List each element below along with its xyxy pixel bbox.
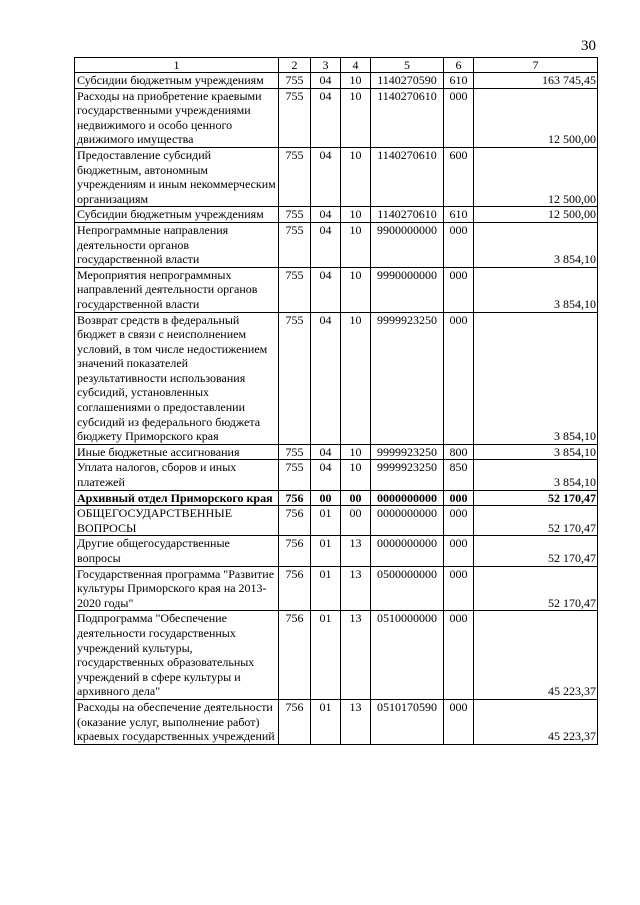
ministry-code-cell: 755 (279, 73, 311, 89)
row-name-cell: Подпрограмма "Обеспечение деятельности государственных учреждений культуры, государственных образовательных учреждений в сфере культуры и архивного дела" (75, 611, 279, 700)
target-article-cell: 0000000000 (371, 506, 444, 536)
budget-table (74, 57, 598, 745)
subsection-code-cell: 10 (341, 312, 371, 444)
section-code-cell: 01 (311, 506, 341, 536)
table-row (75, 506, 598, 536)
target-article-cell: 1140270610 (371, 147, 444, 206)
row-name-cell: Государственная программа "Развитие культуры Приморского края на 2013-2020 годы" (75, 566, 279, 611)
target-article-cell: 0000000000 (371, 490, 444, 506)
section-code-cell: 04 (311, 207, 341, 223)
table-row (75, 460, 598, 490)
section-code-cell: 04 (311, 88, 341, 147)
target-article-cell: 0510000000 (371, 611, 444, 700)
expense-type-cell: 000 (444, 222, 474, 267)
amount-cell: 45 223,37 (474, 611, 598, 700)
expense-type-cell: 000 (444, 312, 474, 444)
amount-cell: 3 854,10 (474, 460, 598, 490)
target-article-cell: 1140270590 (371, 73, 444, 89)
expense-type-cell: 600 (444, 147, 474, 206)
target-article-cell: 0500000000 (371, 566, 444, 611)
column-header: 2 (279, 58, 311, 73)
subsection-code-cell: 13 (341, 699, 371, 744)
subsection-code-cell: 00 (341, 506, 371, 536)
subsection-code-cell: 13 (341, 566, 371, 611)
ministry-code-cell: 756 (279, 699, 311, 744)
column-header: 7 (474, 58, 598, 73)
table-row (75, 536, 598, 566)
section-code-cell: 04 (311, 147, 341, 206)
expense-type-cell: 000 (444, 566, 474, 611)
subsection-code-cell: 00 (341, 490, 371, 506)
ministry-code-cell: 755 (279, 267, 311, 312)
ministry-code-cell: 755 (279, 444, 311, 460)
ministry-code-cell: 756 (279, 490, 311, 506)
column-header: 4 (341, 58, 371, 73)
target-article-cell: 9990000000 (371, 267, 444, 312)
target-article-cell: 9900000000 (371, 222, 444, 267)
column-header: 5 (371, 58, 444, 73)
expense-type-cell: 000 (444, 536, 474, 566)
row-name-cell: Расходы на приобретение краевыми государственными учреждениями недвижимого и особо ценного движимого имущества (75, 88, 279, 147)
row-name-cell: Архивный отдел Приморского края (75, 490, 279, 506)
section-code-cell: 04 (311, 460, 341, 490)
expense-type-cell: 000 (444, 611, 474, 700)
section-code-cell: 00 (311, 490, 341, 506)
amount-cell: 3 854,10 (474, 267, 598, 312)
expense-type-cell: 000 (444, 267, 474, 312)
amount-cell: 3 854,10 (474, 444, 598, 460)
table-row (75, 207, 598, 223)
subsection-code-cell: 10 (341, 460, 371, 490)
subsection-code-cell: 10 (341, 222, 371, 267)
amount-cell: 45 223,37 (474, 699, 598, 744)
expense-type-cell: 000 (444, 490, 474, 506)
table-row (75, 267, 598, 312)
section-code-cell: 04 (311, 222, 341, 267)
target-article-cell: 0000000000 (371, 536, 444, 566)
ministry-code-cell: 755 (279, 222, 311, 267)
subsection-code-cell: 10 (341, 207, 371, 223)
row-name-cell: Субсидии бюджетным учреждениям (75, 207, 279, 223)
ministry-code-cell: 755 (279, 460, 311, 490)
amount-cell: 12 500,00 (474, 147, 598, 206)
table-row (75, 73, 598, 89)
subsection-code-cell: 13 (341, 611, 371, 700)
expense-type-cell: 000 (444, 506, 474, 536)
column-header: 3 (311, 58, 341, 73)
section-code-cell: 01 (311, 566, 341, 611)
target-article-cell: 9999923250 (371, 312, 444, 444)
row-name-cell: Предоставление субсидий бюджетным, автономным учреждениям и иным некоммерческим организациям (75, 147, 279, 206)
expense-type-cell: 000 (444, 699, 474, 744)
target-article-cell: 0510170590 (371, 699, 444, 744)
table-row (75, 444, 598, 460)
expense-type-cell: 000 (444, 88, 474, 147)
subsection-code-cell: 13 (341, 536, 371, 566)
subsection-code-cell: 10 (341, 444, 371, 460)
amount-cell: 52 170,47 (474, 506, 598, 536)
table-row (75, 222, 598, 267)
subsection-code-cell: 10 (341, 267, 371, 312)
table-row (75, 147, 598, 206)
section-code-cell: 04 (311, 312, 341, 444)
amount-cell: 52 170,47 (474, 566, 598, 611)
ministry-code-cell: 756 (279, 536, 311, 566)
expense-type-cell: 800 (444, 444, 474, 460)
section-code-cell: 01 (311, 611, 341, 700)
row-name-cell: Расходы на обеспечение деятельности (оказание услуг, выполнение работ) краевых государственных учреждений (75, 699, 279, 744)
amount-cell: 163 745,45 (474, 73, 598, 89)
row-name-cell: Мероприятия непрограммных направлений деятельности органов государственной власти (75, 267, 279, 312)
ministry-code-cell: 756 (279, 566, 311, 611)
column-header: 6 (444, 58, 474, 73)
target-article-cell: 9999923250 (371, 460, 444, 490)
section-code-cell: 04 (311, 73, 341, 89)
amount-cell: 52 170,47 (474, 490, 598, 506)
table-row (75, 699, 598, 744)
amount-cell: 52 170,47 (474, 536, 598, 566)
section-code-cell: 01 (311, 536, 341, 566)
ministry-code-cell: 756 (279, 506, 311, 536)
ministry-code-cell: 755 (279, 88, 311, 147)
row-name-cell: Возврат средств в федеральный бюджет в связи с неисполнением условий, в том числе недостижением значений показателей результативности использования субсидий, установленных соглашениями о предоставлении субсидий из федерального бюджета бюджету Приморского края (75, 312, 279, 444)
row-name-cell: Уплата налогов, сборов и иных платежей (75, 460, 279, 490)
table-row (75, 490, 598, 506)
row-name-cell: Другие общегосударственные вопросы (75, 536, 279, 566)
ministry-code-cell: 755 (279, 312, 311, 444)
section-code-cell: 01 (311, 699, 341, 744)
subsection-code-cell: 10 (341, 73, 371, 89)
ministry-code-cell: 755 (279, 147, 311, 206)
amount-cell: 12 500,00 (474, 207, 598, 223)
row-name-cell: Субсидии бюджетным учреждениям (75, 73, 279, 89)
amount-cell: 12 500,00 (474, 88, 598, 147)
table-row (75, 611, 598, 700)
row-name-cell: Непрограммные направления деятельности органов государственной власти (75, 222, 279, 267)
target-article-cell: 1140270610 (371, 88, 444, 147)
subsection-code-cell: 10 (341, 147, 371, 206)
table-header-row (75, 58, 598, 73)
expense-type-cell: 850 (444, 460, 474, 490)
ministry-code-cell: 755 (279, 207, 311, 223)
expense-type-cell: 610 (444, 73, 474, 89)
page-number: 30 (581, 38, 596, 54)
table-row (75, 88, 598, 147)
subsection-code-cell: 10 (341, 88, 371, 147)
ministry-code-cell: 756 (279, 611, 311, 700)
column-header: 1 (75, 58, 279, 73)
amount-cell: 3 854,10 (474, 222, 598, 267)
row-name-cell: ОБЩЕГОСУДАРСТВЕННЫЕ ВОПРОСЫ (75, 506, 279, 536)
table-row (75, 312, 598, 444)
section-code-cell: 04 (311, 444, 341, 460)
target-article-cell: 9999923250 (371, 444, 444, 460)
target-article-cell: 1140270610 (371, 207, 444, 223)
section-code-cell: 04 (311, 267, 341, 312)
row-name-cell: Иные бюджетные ассигнования (75, 444, 279, 460)
amount-cell: 3 854,10 (474, 312, 598, 444)
table-row (75, 566, 598, 611)
expense-type-cell: 610 (444, 207, 474, 223)
